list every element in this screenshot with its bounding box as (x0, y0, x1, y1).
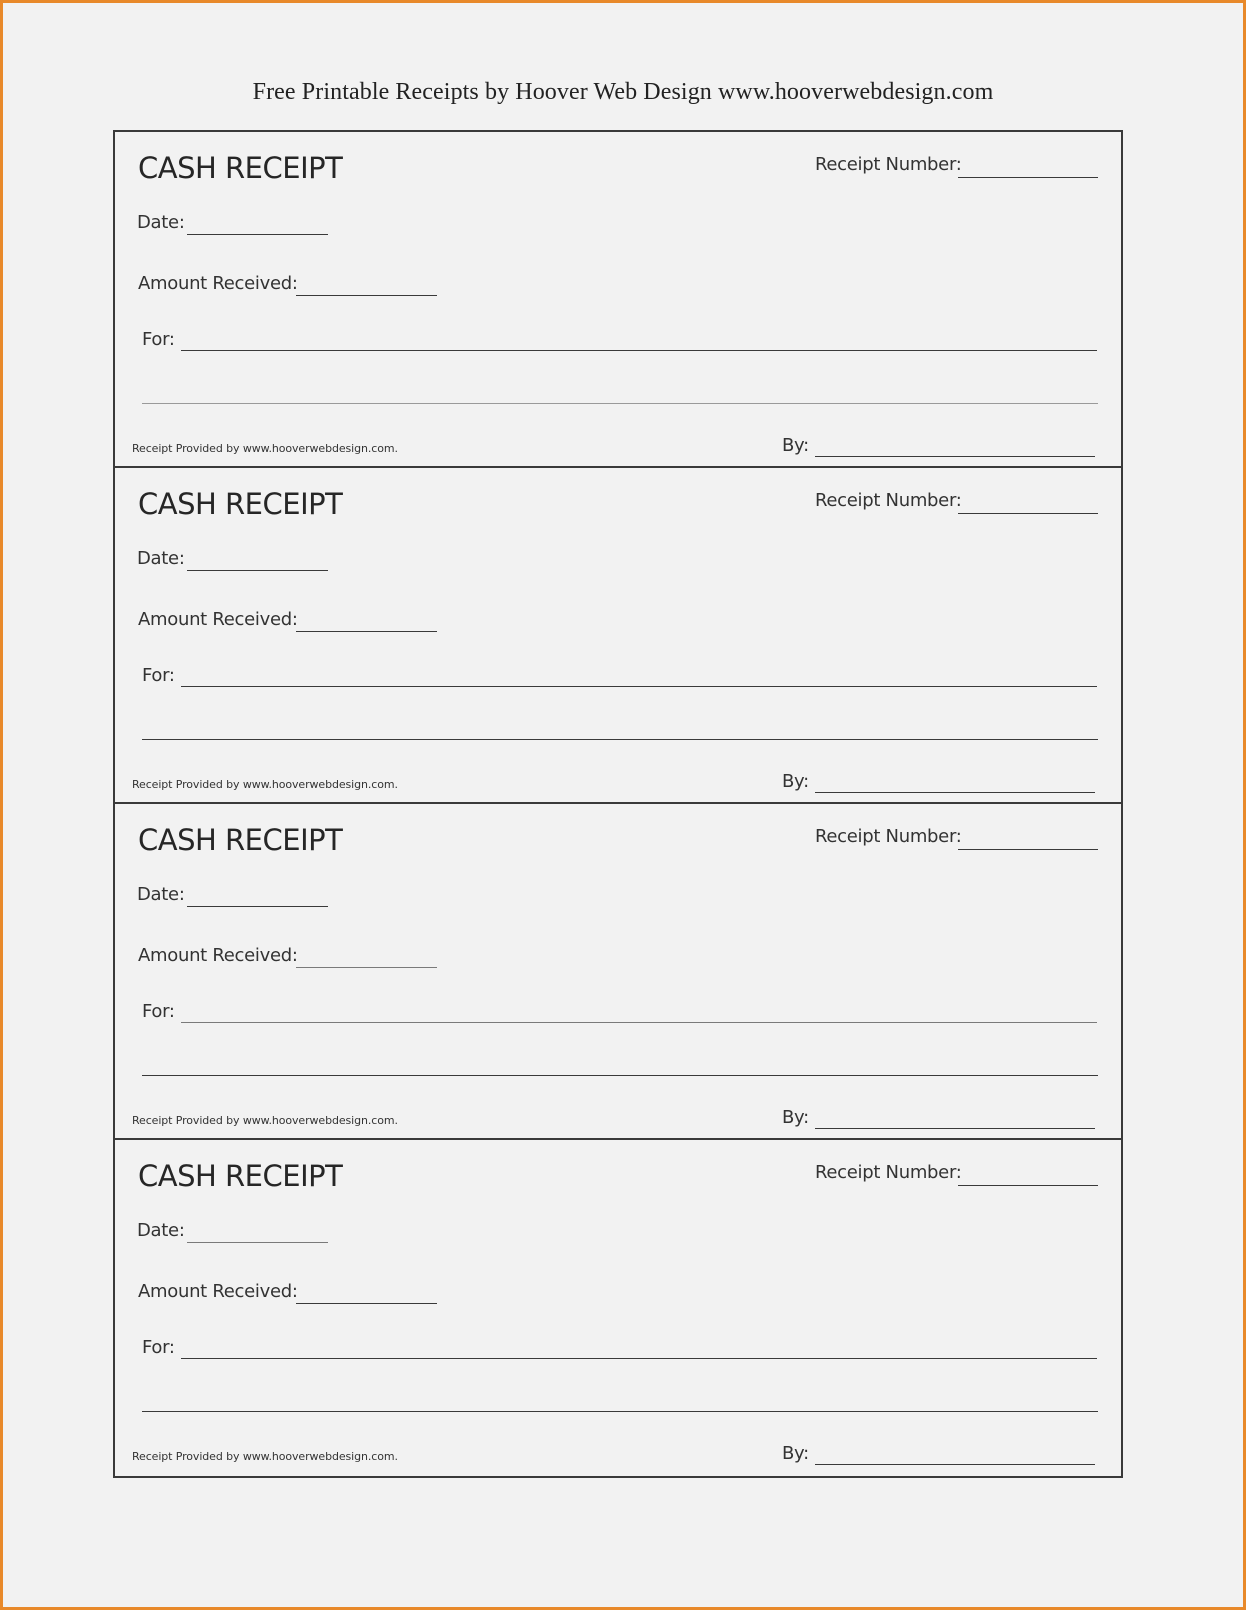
by-blank (815, 792, 1095, 793)
date-label: Date: (137, 1220, 185, 1241)
receipt-number-label: Receipt Number: (815, 1162, 962, 1183)
receipt-title: CASH RECEIPT (138, 1159, 343, 1193)
by-blank (815, 1128, 1095, 1129)
amount-received-blank (296, 631, 437, 632)
date-label: Date: (137, 548, 185, 569)
receipt-footer-note: Receipt Provided by www.hooverwebdesign.com. (132, 442, 398, 455)
cash-receipt-form (113, 1138, 1123, 1478)
amount-received-blank (296, 295, 437, 296)
receipt-number-blank (958, 513, 1098, 514)
by-label: By: (782, 771, 809, 792)
receipt-title: CASH RECEIPT (138, 823, 343, 857)
date-label: Date: (137, 212, 185, 233)
receipt-number-blank (958, 849, 1098, 850)
receipt-footer-note: Receipt Provided by www.hooverwebdesign.com. (132, 1450, 398, 1463)
date-blank (187, 570, 328, 571)
receipt-footer-note: Receipt Provided by www.hooverwebdesign.com. (132, 1114, 398, 1127)
cash-receipt-form (113, 802, 1123, 1142)
receipt-number-label: Receipt Number: (815, 490, 962, 511)
receipt-number-label: Receipt Number: (815, 826, 962, 847)
for-blank (181, 1022, 1097, 1023)
for-label: For: (142, 329, 175, 350)
date-blank (187, 906, 328, 907)
date-blank (187, 234, 328, 235)
receipt-number-blank (958, 1185, 1098, 1186)
for-continuation-blank (142, 403, 1098, 404)
date-blank (187, 1242, 328, 1243)
by-label: By: (782, 1443, 809, 1464)
for-continuation-blank (142, 1075, 1098, 1076)
amount-received-label: Amount Received: (138, 273, 298, 294)
amount-received-blank (296, 967, 437, 968)
amount-received-label: Amount Received: (138, 609, 298, 630)
page-heading: Free Printable Receipts by Hoover Web Design www.hooverwebdesign.com (252, 79, 994, 105)
by-label: By: (782, 435, 809, 456)
receipt-list (3, 3, 1243, 1607)
by-blank (815, 1464, 1095, 1465)
receipt-footer-note: Receipt Provided by www.hooverwebdesign.com. (132, 778, 398, 791)
cash-receipt-form (113, 130, 1123, 470)
by-blank (815, 456, 1095, 457)
by-label: By: (782, 1107, 809, 1128)
amount-received-blank (296, 1303, 437, 1304)
receipt-title: CASH RECEIPT (138, 487, 343, 521)
date-label: Date: (137, 884, 185, 905)
for-blank (181, 350, 1097, 351)
cash-receipt-form (113, 466, 1123, 806)
for-continuation-blank (142, 739, 1098, 740)
amount-received-label: Amount Received: (138, 945, 298, 966)
for-blank (181, 1358, 1097, 1359)
amount-received-label: Amount Received: (138, 1281, 298, 1302)
receipt-number-label: Receipt Number: (815, 154, 962, 175)
receipt-number-blank (958, 177, 1098, 178)
for-label: For: (142, 1001, 175, 1022)
for-blank (181, 686, 1097, 687)
for-label: For: (142, 665, 175, 686)
for-continuation-blank (142, 1411, 1098, 1412)
for-label: For: (142, 1337, 175, 1358)
receipt-title: CASH RECEIPT (138, 151, 343, 185)
